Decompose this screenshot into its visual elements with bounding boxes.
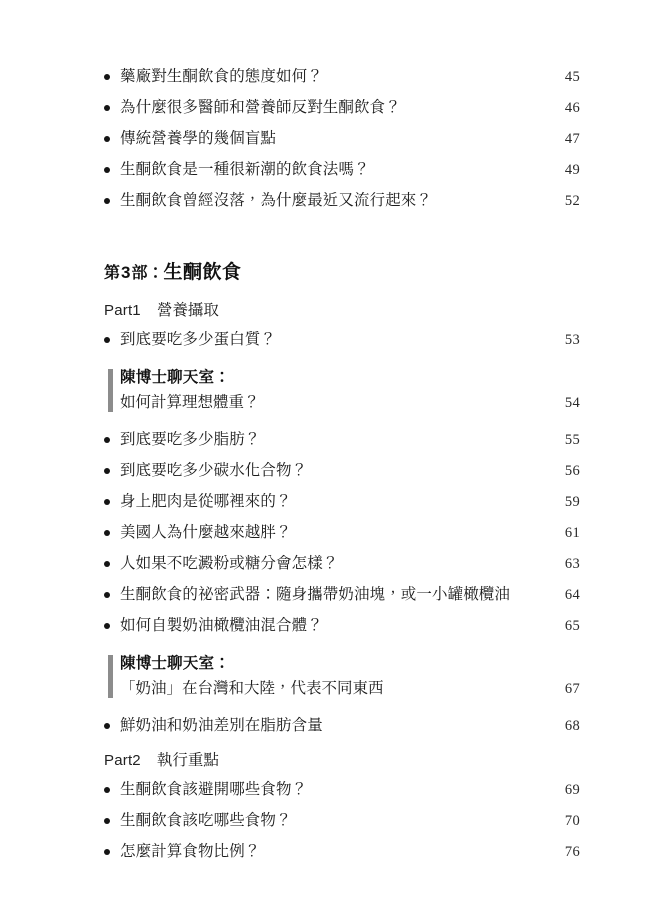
bullet-icon — [104, 94, 120, 123]
toc-entry[interactable] — [104, 611, 580, 642]
chat-room-subtitle-line — [120, 676, 580, 702]
toc-entry-page: 47 — [564, 131, 580, 147]
subpart-key: Part2 — [104, 752, 141, 769]
toc-entry-label: 人如果不吃澱粉或糖分會怎樣？ — [120, 555, 339, 572]
toc-entry-page: 59 — [564, 494, 580, 510]
toc-entry-label: 生酮飲食該避開哪些食物？ — [120, 781, 308, 798]
chat-room-title: 陳博士聊天室： — [120, 369, 230, 386]
toc-entry-page: 55 — [564, 432, 580, 448]
toc-entry-page: 49 — [564, 162, 580, 178]
toc-entry-page: 52 — [564, 193, 580, 209]
bullet-icon — [104, 612, 120, 641]
toc-entry[interactable] — [104, 62, 580, 93]
bullet-icon — [104, 712, 120, 741]
bullet-icon — [104, 426, 120, 455]
toc-entry-label: 生酮飲食該吃哪些食物？ — [120, 812, 292, 829]
toc-entry[interactable] — [104, 580, 580, 611]
part-heading-title: 生酮飲食 — [163, 262, 242, 283]
toc-entry-label: 如何自製奶油橄欖油混合體？ — [120, 617, 323, 634]
toc-group-part2 — [104, 775, 580, 868]
toc-entry-label: 到底要吃多少脂肪？ — [120, 431, 261, 448]
bullet-icon — [104, 581, 120, 610]
toc-entry-page: 69 — [564, 782, 580, 798]
chat-room-title-line — [120, 365, 580, 390]
toc-entry-page: 76 — [564, 844, 580, 860]
chat-room-title-line — [120, 651, 580, 676]
bullet-icon — [104, 807, 120, 836]
toc-entry-page: 61 — [564, 525, 580, 541]
chat-room-title: 陳博士聊天室： — [120, 655, 230, 672]
toc-entry-label: 生酮飲食的祕密武器：隨身攜帶奶油塊，或一小罐橄欖油 — [120, 586, 511, 603]
toc-entry-label: 怎麼計算食物比例？ — [120, 843, 261, 860]
toc-entry-page: 45 — [564, 69, 580, 85]
subpart-heading-part2 — [104, 746, 580, 775]
toc-entry[interactable] — [104, 806, 580, 837]
toc-entry-label: 生酮飲食曾經沒落，為什麼最近又流行起來？ — [120, 192, 433, 209]
toc-entry-page: 70 — [564, 813, 580, 829]
part-heading-number: 3 — [121, 263, 131, 282]
bullet-icon — [104, 156, 120, 185]
toc-entry[interactable] — [104, 124, 580, 155]
chat-room-subtitle-line — [120, 390, 580, 416]
toc-entry[interactable] — [104, 549, 580, 580]
part-heading-unit: 部 — [131, 265, 148, 282]
toc-entry-label: 到底要吃多少碳水化合物？ — [120, 462, 308, 479]
toc-container — [104, 62, 580, 868]
part-heading-colon: ： — [147, 265, 164, 282]
chat-room-subtitle: 如何計算理想體重？ — [120, 394, 260, 411]
toc-entry[interactable] — [104, 518, 580, 549]
bullet-icon — [104, 838, 120, 867]
toc-entry[interactable] — [104, 775, 580, 806]
toc-group-top — [104, 62, 580, 217]
toc-entry[interactable] — [104, 186, 580, 217]
toc-group-part1-after-chat1 — [104, 425, 580, 642]
bullet-icon — [104, 488, 120, 517]
toc-entry-page: 63 — [564, 556, 580, 572]
toc-entry-label: 藥廠對生酮飲食的態度如何？ — [120, 68, 323, 85]
bullet-icon — [104, 550, 120, 579]
toc-entry-page: 53 — [564, 332, 580, 348]
toc-entry-page: 56 — [564, 463, 580, 479]
toc-entry-label: 美國人為什麼越來越胖？ — [120, 524, 292, 541]
toc-entry-page: 68 — [564, 718, 580, 734]
bullet-icon — [104, 776, 120, 805]
chat-room-block[interactable] — [104, 365, 580, 416]
toc-entry[interactable] — [104, 425, 580, 456]
toc-entry-page: 64 — [564, 587, 580, 603]
chat-room-subtitle: 「奶油」在台灣和大陸，代表不同東西 — [120, 680, 384, 697]
toc-entry-label: 傳統營養學的幾個盲點 — [120, 130, 277, 147]
chat-room-block[interactable] — [104, 651, 580, 702]
part-heading — [104, 259, 580, 288]
bullet-icon — [104, 519, 120, 548]
toc-entry-page: 65 — [564, 618, 580, 634]
toc-entry-label: 為什麼很多醫師和營養師反對生酮飲食？ — [120, 99, 401, 116]
chat-room-page: 67 — [564, 681, 580, 697]
toc-entry[interactable] — [104, 93, 580, 124]
toc-entry[interactable] — [104, 155, 580, 186]
toc-entry[interactable] — [104, 837, 580, 868]
subpart-name: 營養攝取 — [156, 302, 219, 319]
subpart-name: 執行重點 — [156, 752, 219, 769]
subpart-key: Part1 — [104, 302, 141, 319]
bullet-icon — [104, 187, 120, 216]
toc-entry-page: 46 — [564, 100, 580, 116]
bullet-icon — [104, 63, 120, 92]
toc-entry[interactable] — [104, 487, 580, 518]
toc-entry-label: 身上肥肉是從哪裡來的？ — [120, 493, 292, 510]
subpart-heading-part1 — [104, 296, 580, 325]
toc-entry[interactable] — [104, 325, 580, 356]
toc-entry[interactable] — [104, 711, 580, 742]
bullet-icon — [104, 125, 120, 154]
toc-entry[interactable] — [104, 456, 580, 487]
toc-entry-label: 生酮飲食是一種很新潮的飲食法嗎？ — [120, 161, 370, 178]
chat-room-page: 54 — [564, 395, 580, 411]
bullet-icon — [104, 457, 120, 486]
bullet-icon — [104, 326, 120, 355]
toc-entry-label: 到底要吃多少蛋白質？ — [120, 331, 277, 348]
toc-entry-label: 鮮奶油和奶油差別在脂肪含量 — [120, 717, 323, 734]
part-heading-prefix: 第 — [104, 265, 121, 282]
